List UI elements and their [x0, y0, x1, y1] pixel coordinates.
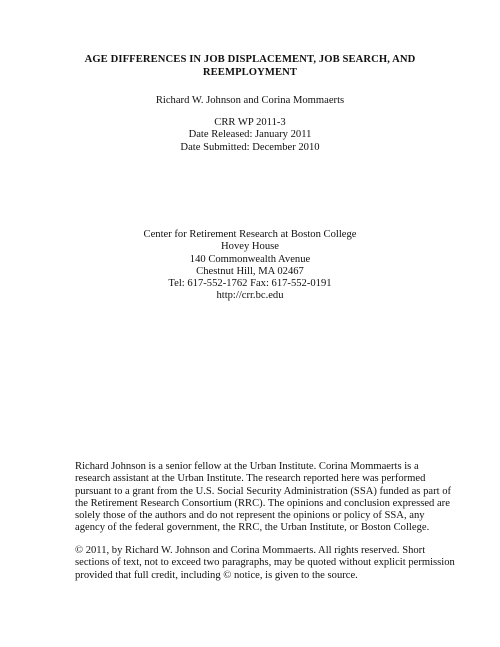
paper-title-line: REEMPLOYMENT: [202, 67, 298, 78]
disclaimer-line: pursuant to a grant from the U.S. Social Security Administration (SSA) funded as part of: [75, 485, 452, 497]
working-paper-info: [0, 117, 500, 154]
disclaimer-line: Richard Johnson is a senior fellow at the Urban Institute. Corina Mommaerts is a: [75, 461, 419, 472]
center-phone: Tel: 617-552-1762 Fax: 617-552-0191: [168, 278, 332, 290]
paper-authors: Richard W. Johnson and Corina Mommaerts: [155, 95, 345, 106]
date-submitted: Date Submitted: December 2010: [180, 141, 320, 153]
copyright-line: © 2011, by Richard W. Johnson and Corina Mommaerts. All rights reserved. Short: [75, 545, 426, 556]
center-address: [0, 229, 500, 303]
disclaimer-line: the Retirement Research Consortium (RRC). The opinions and conclusion expressed are: [75, 497, 450, 509]
copyright-line: provided that full credit, including © notice, is given to the source.: [75, 569, 358, 581]
disclaimer-line: solely those of the authors and do not represent the opinions or policy of SSA, any: [75, 510, 425, 522]
center-name: Center for Retirement Research at Boston College: [143, 229, 357, 240]
copyright-line: sections of text, not to exceed two paragraphs, may be quoted without explicit permission: [75, 557, 455, 569]
center-street: 140 Commonwealth Avenue: [189, 253, 311, 265]
paper-title-line: AGE DIFFERENCES IN JOB DISPLACEMENT, JOB SEARCH, AND: [84, 54, 416, 65]
disclaimer-line: agency of the federal government, the RRC, the Urban Institute, or Boston College.: [75, 522, 430, 534]
paper-title: [60, 53, 440, 79]
disclaimer-line: research assistant at the Urban Institute. The research reported here was performed: [75, 473, 426, 485]
date-released: Date Released: January 2011: [188, 129, 312, 141]
center-building: Hovey House: [221, 241, 279, 253]
copyright-paragraph: [75, 545, 455, 582]
working-paper-number: CRR WP 2011-3: [214, 117, 286, 128]
center-city: Chestnut Hill, MA 02467: [196, 265, 304, 277]
center-url: http://crr.bc.edu: [216, 290, 284, 302]
disclaimer-paragraph: [75, 461, 452, 535]
